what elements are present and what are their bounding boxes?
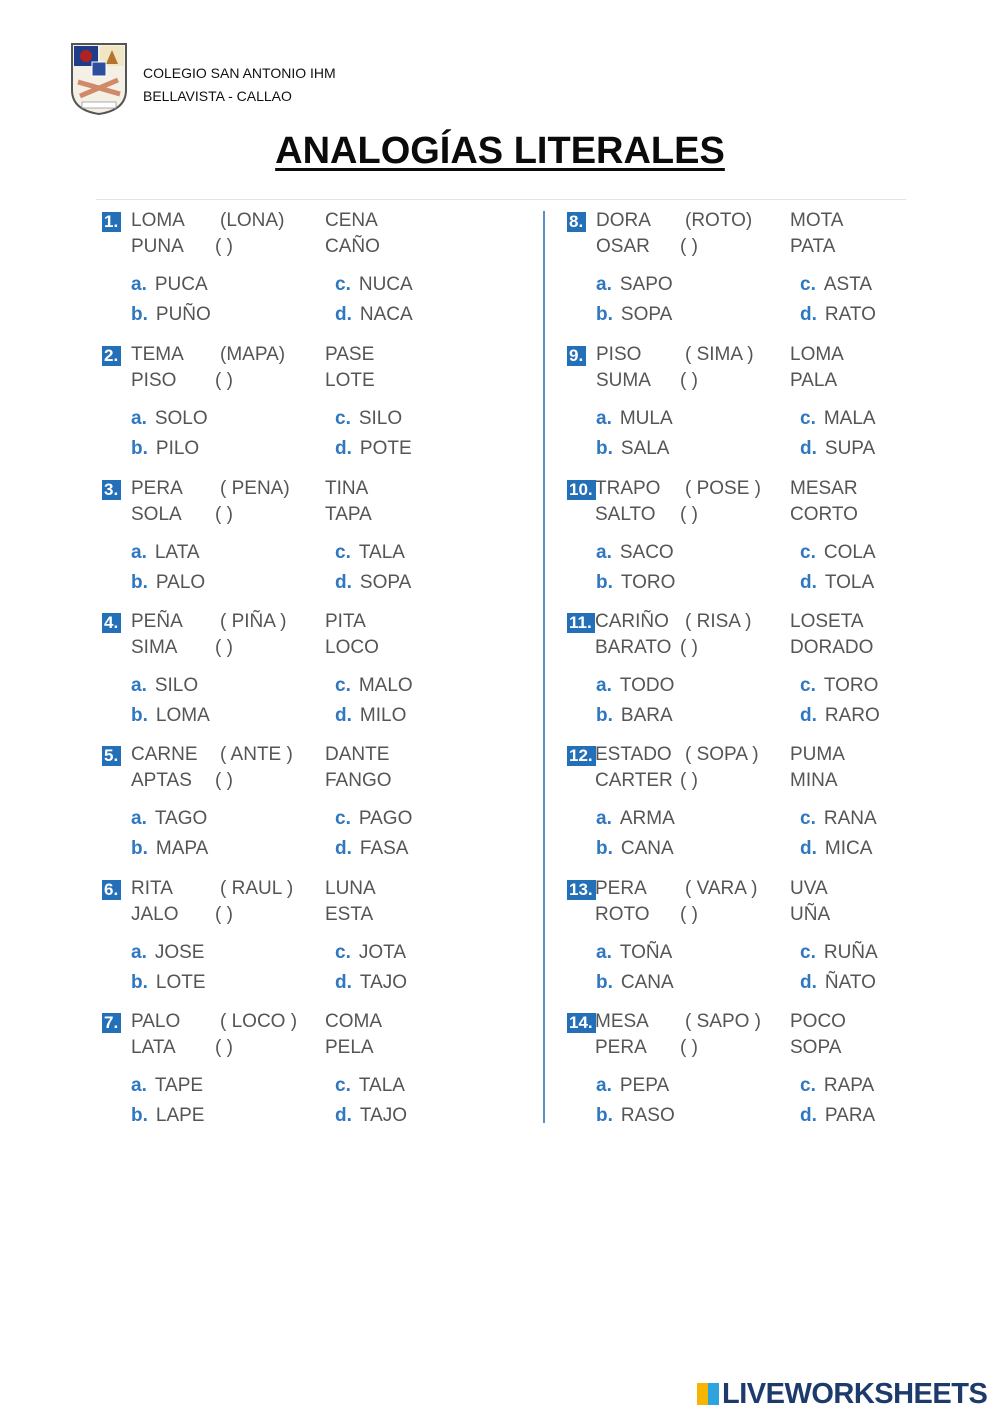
answer-blank[interactable]: ( ) <box>680 1037 698 1058</box>
analogy-word: RITA <box>131 878 173 899</box>
answer-option[interactable] <box>131 408 208 430</box>
option-letter: c. <box>335 675 351 696</box>
option-letter: b. <box>131 972 148 993</box>
option-text: LATA <box>154 542 200 563</box>
analogy-word: MINA <box>790 770 838 791</box>
option-letter: d. <box>335 438 352 459</box>
analogy-word: SOPA <box>790 1037 842 1058</box>
analogy-word: ESTADO <box>595 744 672 765</box>
footer-brand <box>697 1378 987 1411</box>
option-letter: a. <box>131 542 147 563</box>
option-letter: d. <box>335 705 352 726</box>
analogy-problem <box>100 344 460 469</box>
answer-blank[interactable]: ( ) <box>215 370 233 391</box>
option-text: PALO <box>155 572 206 593</box>
analogy-problem <box>100 878 460 1003</box>
option-letter: d. <box>800 1105 817 1126</box>
option-letter: a. <box>131 1075 147 1096</box>
answer-option[interactable] <box>131 808 207 830</box>
option-text: TAGO <box>154 808 208 829</box>
analogy-word: PALO <box>131 1011 181 1032</box>
analogy-problem <box>100 210 460 335</box>
answer-blank[interactable]: ( ) <box>215 770 233 791</box>
analogy-result: (ROTO) <box>685 210 753 231</box>
answer-blank[interactable]: ( ) <box>215 1037 233 1058</box>
analogy-problem <box>100 1011 460 1136</box>
answer-option[interactable] <box>131 542 200 564</box>
analogy-problem <box>100 744 460 869</box>
option-text: TORO <box>620 572 676 593</box>
option-letter: b. <box>596 705 613 726</box>
option-text: RAPA <box>823 1075 875 1096</box>
answer-option[interactable] <box>800 542 876 564</box>
answer-option[interactable] <box>131 572 205 594</box>
answer-option[interactable] <box>335 572 411 594</box>
option-text: BARA <box>620 705 673 726</box>
answer-option[interactable] <box>131 1105 204 1127</box>
answer-option[interactable] <box>335 542 405 564</box>
analogy-word: PUMA <box>790 744 845 765</box>
analogy-problem <box>565 478 925 603</box>
option-text: JOSE <box>154 942 205 963</box>
answer-option[interactable] <box>596 438 669 460</box>
analogy-word: PERA <box>595 1037 647 1058</box>
analogy-word: LOCO <box>325 637 379 658</box>
school-location: BELLAVISTA - CALLAO <box>143 88 292 104</box>
analogy-result: (LONA) <box>220 210 285 231</box>
option-letter: d. <box>335 572 352 593</box>
analogy-result: ( ANTE ) <box>220 744 293 765</box>
option-letter: b. <box>131 838 148 859</box>
answer-option[interactable] <box>800 705 880 727</box>
option-letter: a. <box>596 675 612 696</box>
option-letter: d. <box>335 1105 352 1126</box>
option-text: COLA <box>823 542 876 563</box>
option-text: PEPA <box>619 1075 670 1096</box>
answer-option[interactable] <box>596 705 673 727</box>
option-letter: d. <box>335 304 352 325</box>
option-text: SACO <box>619 542 674 563</box>
option-letter: a. <box>596 408 612 429</box>
answer-option[interactable] <box>335 274 413 296</box>
answer-option[interactable] <box>131 438 199 460</box>
option-text: MILO <box>359 705 407 726</box>
answer-option[interactable] <box>596 274 673 296</box>
analogy-result: ( PIÑA ) <box>220 611 287 632</box>
option-letter: d. <box>800 304 817 325</box>
option-text: SAPO <box>619 274 673 295</box>
answer-option[interactable] <box>800 838 872 860</box>
analogy-word: PELA <box>325 1037 374 1058</box>
analogy-word: PERA <box>131 478 183 499</box>
analogy-word: OSAR <box>596 236 650 257</box>
analogy-word: CAÑO <box>325 236 380 257</box>
option-text: TAJO <box>359 972 408 993</box>
answer-option[interactable] <box>800 274 872 296</box>
analogy-word: TINA <box>325 478 369 499</box>
liveworksheets-logo-icon <box>697 1383 719 1405</box>
option-letter: c. <box>335 274 351 295</box>
option-letter: a. <box>596 808 612 829</box>
analogy-word: SALTO <box>595 504 656 525</box>
analogy-problem <box>565 210 925 335</box>
answer-blank[interactable]: ( ) <box>680 504 698 525</box>
analogy-word: CORTO <box>790 504 858 525</box>
analogy-word: TEMA <box>131 344 184 365</box>
analogy-result: ( SAPO ) <box>685 1011 762 1032</box>
answer-blank[interactable]: ( ) <box>680 370 698 391</box>
option-letter: c. <box>335 542 351 563</box>
option-letter: d. <box>800 572 817 593</box>
option-letter: a. <box>131 675 147 696</box>
problem-number: 7. <box>102 1013 121 1033</box>
answer-option[interactable] <box>335 808 412 830</box>
option-text: MALO <box>358 675 413 696</box>
analogy-word: CARIÑO <box>595 611 669 632</box>
option-letter: d. <box>800 972 817 993</box>
column-divider <box>543 211 545 1123</box>
answer-blank[interactable]: ( ) <box>215 236 233 257</box>
option-text: SILO <box>154 675 199 696</box>
analogy-word: ROTO <box>595 904 650 925</box>
analogy-word: LOMA <box>131 210 185 231</box>
analogy-word: BARATO <box>595 637 672 658</box>
option-text: SOPA <box>359 572 412 593</box>
answer-option[interactable] <box>596 572 675 594</box>
option-text: LOMA <box>155 705 210 726</box>
analogy-problem <box>565 744 925 869</box>
analogy-result: ( RISA ) <box>685 611 752 632</box>
analogy-word: DORA <box>596 210 651 231</box>
option-text: CANA <box>620 838 674 859</box>
option-text: SOLO <box>154 408 208 429</box>
answer-option[interactable] <box>131 942 204 964</box>
option-text: ARMA <box>619 808 675 829</box>
option-text: SILO <box>358 408 403 429</box>
option-text: TOÑA <box>619 942 673 963</box>
problem-number: 5. <box>102 746 121 766</box>
problem-number: 6. <box>102 880 121 900</box>
analogy-word: TAPA <box>325 504 372 525</box>
analogy-word: CARTER <box>595 770 673 791</box>
option-letter: b. <box>131 705 148 726</box>
analogy-word: CENA <box>325 210 378 231</box>
option-letter: d. <box>335 838 352 859</box>
analogy-word: DANTE <box>325 744 390 765</box>
analogy-word: MOTA <box>790 210 844 231</box>
answer-option[interactable] <box>335 408 402 430</box>
option-letter: a. <box>596 542 612 563</box>
problem-number: 14. <box>567 1013 596 1033</box>
analogy-problem <box>565 611 925 736</box>
option-text: PUÑO <box>155 304 211 325</box>
answer-option[interactable] <box>131 675 198 697</box>
option-text: RATO <box>824 304 876 325</box>
analogy-word: LOTE <box>325 370 375 391</box>
answer-option[interactable] <box>596 408 673 430</box>
problem-number: 2. <box>102 346 121 366</box>
analogy-word: PATA <box>790 236 836 257</box>
option-letter: c. <box>800 942 816 963</box>
answer-blank[interactable]: ( ) <box>680 904 698 925</box>
analogy-problem <box>565 344 925 469</box>
analogy-word: JALO <box>131 904 179 925</box>
option-letter: c. <box>335 1075 351 1096</box>
analogy-word: PEÑA <box>131 611 183 632</box>
analogy-word: PASE <box>325 344 375 365</box>
option-letter: a. <box>596 942 612 963</box>
analogy-result: ( PENA) <box>220 478 290 499</box>
option-text: MULA <box>619 408 673 429</box>
answer-option[interactable] <box>596 304 672 326</box>
option-letter: a. <box>131 274 147 295</box>
option-letter: c. <box>800 675 816 696</box>
option-text: MAPA <box>155 838 209 859</box>
answer-option[interactable] <box>131 304 211 326</box>
answer-option[interactable] <box>596 972 674 994</box>
footer-brand-text: LIVEWORKSHEETS <box>722 1378 988 1410</box>
option-letter: a. <box>131 408 147 429</box>
answer-blank[interactable]: ( ) <box>215 504 233 525</box>
option-letter: d. <box>800 438 817 459</box>
answer-option[interactable] <box>800 675 878 697</box>
option-letter: d. <box>335 972 352 993</box>
answer-option[interactable] <box>596 942 672 964</box>
analogy-result: ( SOPA ) <box>685 744 759 765</box>
answer-option[interactable] <box>131 705 210 727</box>
option-text: NUCA <box>358 274 413 295</box>
analogy-problem <box>100 478 460 603</box>
school-name: COLEGIO SAN ANTONIO IHM <box>143 65 336 81</box>
option-text: TORO <box>823 675 879 696</box>
option-text: ASTA <box>823 274 873 295</box>
answer-option[interactable] <box>800 408 876 430</box>
analogy-word: PISO <box>596 344 642 365</box>
problem-number: 9. <box>567 346 586 366</box>
answer-blank[interactable]: ( ) <box>680 637 698 658</box>
option-text: JOTA <box>358 942 407 963</box>
option-text: CANA <box>620 972 674 993</box>
analogy-word: PISO <box>131 370 177 391</box>
problem-number: 8. <box>567 212 586 232</box>
answer-option[interactable] <box>596 675 674 697</box>
problem-number: 3. <box>102 480 121 500</box>
option-letter: b. <box>596 304 613 325</box>
analogy-word: LOSETA <box>790 611 864 632</box>
option-text: MICA <box>824 838 873 859</box>
analogy-word: PALA <box>790 370 838 391</box>
answer-option[interactable] <box>596 542 674 564</box>
option-letter: b. <box>131 304 148 325</box>
option-letter: c. <box>335 808 351 829</box>
analogy-result: ( VARA ) <box>685 878 758 899</box>
answer-option[interactable] <box>800 972 876 994</box>
answer-option[interactable] <box>596 808 675 830</box>
option-text: RANA <box>823 808 877 829</box>
analogy-word: UVA <box>790 878 828 899</box>
answer-blank[interactable]: ( ) <box>215 637 233 658</box>
answer-option[interactable] <box>131 274 208 296</box>
option-letter: b. <box>131 1105 148 1126</box>
option-letter: c. <box>800 1075 816 1096</box>
analogy-problem <box>100 611 460 736</box>
answer-option[interactable] <box>596 838 674 860</box>
option-text: PARA <box>824 1105 876 1126</box>
answer-option[interactable] <box>800 438 875 460</box>
option-text: LOTE <box>155 972 206 993</box>
analogy-word: SOLA <box>131 504 182 525</box>
option-letter: c. <box>800 808 816 829</box>
problem-number: 10. <box>567 480 596 500</box>
option-letter: d. <box>800 705 817 726</box>
option-letter: c. <box>335 942 351 963</box>
page-title: ANALOGÍAS LITERALES <box>275 130 725 172</box>
analogy-word: PITA <box>325 611 366 632</box>
answer-option[interactable] <box>335 1105 407 1127</box>
option-text: FASA <box>359 838 409 859</box>
analogy-word: SIMA <box>131 637 178 658</box>
option-text: TAPE <box>154 1075 204 1096</box>
analogy-word: SUMA <box>596 370 651 391</box>
analogy-word: CARNE <box>131 744 198 765</box>
option-text: RASO <box>620 1105 675 1126</box>
analogy-word: ESTA <box>325 904 374 925</box>
answer-option[interactable] <box>335 705 406 727</box>
option-text: POTE <box>359 438 412 459</box>
answer-option[interactable] <box>335 438 412 460</box>
analogy-word: UÑA <box>790 904 831 925</box>
answer-option[interactable] <box>596 1105 675 1127</box>
answer-blank[interactable]: ( ) <box>680 770 698 791</box>
option-letter: b. <box>596 838 613 859</box>
answer-blank[interactable]: ( ) <box>680 236 698 257</box>
option-text: PILO <box>155 438 200 459</box>
option-letter: c. <box>335 408 351 429</box>
option-text: TALA <box>358 1075 405 1096</box>
option-text: PAGO <box>358 808 413 829</box>
analogy-word: LOMA <box>790 344 844 365</box>
answer-option[interactable] <box>596 1075 669 1097</box>
option-letter: b. <box>596 438 613 459</box>
problem-number: 4. <box>102 613 121 633</box>
option-letter: a. <box>131 942 147 963</box>
answer-option[interactable] <box>800 808 877 830</box>
analogy-word: FANGO <box>325 770 392 791</box>
answer-option[interactable] <box>131 838 208 860</box>
option-text: ÑATO <box>824 972 876 993</box>
option-text: SOPA <box>620 304 673 325</box>
school-crest-logo <box>70 42 128 116</box>
option-text: SUPA <box>824 438 876 459</box>
analogy-word: LUNA <box>325 878 376 899</box>
answer-option[interactable] <box>335 675 413 697</box>
analogy-result: (MAPA) <box>220 344 286 365</box>
option-letter: a. <box>131 808 147 829</box>
option-letter: b. <box>596 572 613 593</box>
answer-option[interactable] <box>131 972 206 994</box>
option-text: TALA <box>358 542 405 563</box>
analogy-word: APTAS <box>131 770 192 791</box>
analogy-word: LATA <box>131 1037 176 1058</box>
option-text: MALA <box>823 408 876 429</box>
answer-option[interactable] <box>335 942 406 964</box>
answer-option[interactable] <box>800 942 878 964</box>
analogy-word: POCO <box>790 1011 846 1032</box>
option-text: TAJO <box>359 1105 408 1126</box>
top-rule <box>96 199 906 200</box>
option-letter: a. <box>596 1075 612 1096</box>
option-text: TOLA <box>824 572 875 593</box>
answer-blank[interactable]: ( ) <box>215 904 233 925</box>
answer-option[interactable] <box>335 1075 405 1097</box>
analogy-problem <box>565 1011 925 1136</box>
analogy-word: COMA <box>325 1011 382 1032</box>
problem-number: 1. <box>102 212 121 232</box>
option-text: RARO <box>824 705 880 726</box>
problem-number: 12. <box>567 746 596 766</box>
analogy-word: MESA <box>595 1011 649 1032</box>
analogy-word: DORADO <box>790 637 874 658</box>
analogy-word: MESAR <box>790 478 858 499</box>
problem-number: 13. <box>567 880 596 900</box>
answer-option[interactable] <box>335 838 408 860</box>
analogy-result: ( RAUL ) <box>220 878 294 899</box>
analogy-result: ( SIMA ) <box>685 344 754 365</box>
option-letter: a. <box>596 274 612 295</box>
analogy-word: PERA <box>595 878 647 899</box>
answer-option[interactable] <box>131 1075 203 1097</box>
analogy-word: PUNA <box>131 236 184 257</box>
answer-option[interactable] <box>800 1075 874 1097</box>
option-text: NACA <box>359 304 413 325</box>
option-text: PUCA <box>154 274 208 295</box>
answer-option[interactable] <box>335 972 407 994</box>
analogy-word: TRAPO <box>595 478 661 499</box>
analogy-problem <box>565 878 925 1003</box>
option-letter: b. <box>596 972 613 993</box>
option-text: TODO <box>619 675 675 696</box>
analogy-result: ( POSE ) <box>685 478 762 499</box>
option-letter: d. <box>800 838 817 859</box>
option-text: RUÑA <box>823 942 878 963</box>
option-letter: b. <box>596 1105 613 1126</box>
answer-option[interactable] <box>800 304 876 326</box>
answer-option[interactable] <box>800 1105 875 1127</box>
option-text: LAPE <box>155 1105 205 1126</box>
option-text: SALA <box>620 438 670 459</box>
option-letter: c. <box>800 274 816 295</box>
option-letter: b. <box>131 438 148 459</box>
answer-option[interactable] <box>800 572 874 594</box>
problem-number: 11. <box>567 613 595 633</box>
option-letter: c. <box>800 408 816 429</box>
analogy-result: ( LOCO ) <box>220 1011 298 1032</box>
option-letter: b. <box>131 572 148 593</box>
option-letter: c. <box>800 542 816 563</box>
answer-option[interactable] <box>335 304 413 326</box>
